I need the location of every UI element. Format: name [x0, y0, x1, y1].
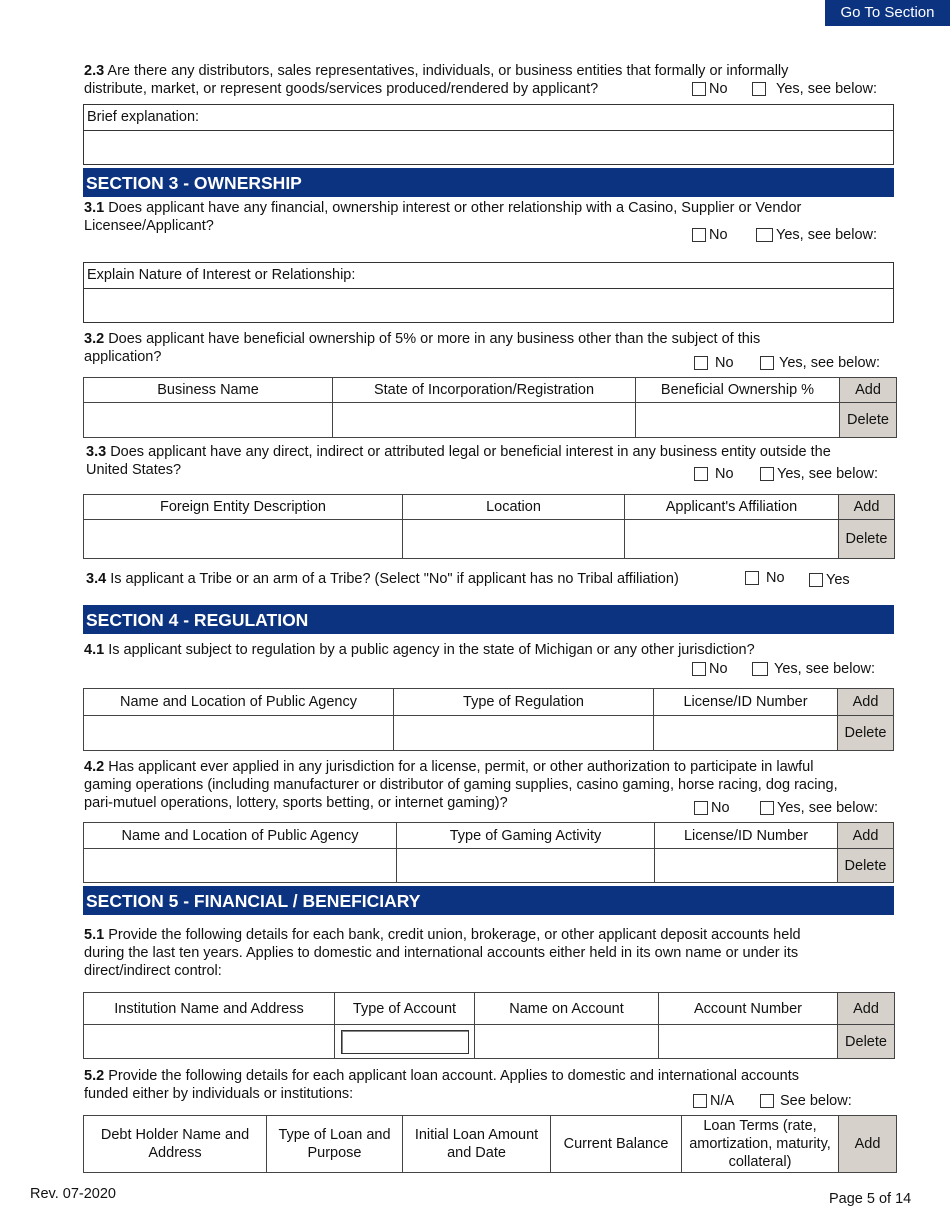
foreign-entity-cell[interactable] — [84, 520, 403, 559]
checkbox-label: No — [711, 800, 730, 816]
column-header: Type of Account — [335, 993, 475, 1025]
state-cell[interactable] — [333, 403, 636, 438]
table-header-row — [84, 823, 894, 849]
question-text-line1: Does applicant have beneficial ownership of 5% or more in any business other than the subject of this — [108, 331, 761, 347]
checkbox-label: Yes, see below: — [776, 227, 878, 243]
go-to-section-button[interactable]: Go To Section — [825, 0, 950, 26]
question-number: 4.2 — [84, 759, 105, 775]
q3-1-no-checkbox[interactable] — [692, 227, 728, 243]
table-row — [84, 716, 894, 751]
add-row-button[interactable]: Add — [839, 1116, 897, 1173]
checkbox-label: No — [715, 355, 734, 371]
question-number: 3.1 — [84, 200, 105, 216]
question-number: 4.1 — [84, 642, 105, 658]
question-3-4 — [86, 570, 736, 588]
loan-accounts-table — [83, 1115, 897, 1173]
nature-of-interest-label: Explain Nature of Interest or Relationship: — [84, 263, 893, 289]
table-header-row — [84, 689, 894, 716]
question-text-line2: during the last ten years. Applies to domestic and international accounts either held in its own name or under its — [84, 945, 799, 961]
delete-row-button[interactable]: Delete — [838, 849, 894, 883]
checkbox-box[interactable] — [752, 82, 766, 96]
checkbox-box[interactable] — [760, 1094, 774, 1108]
section-5-header: SECTION 5 - FINANCIAL / BENEFICIARY — [83, 886, 894, 915]
checkbox-label: Yes, see below: — [776, 81, 878, 97]
checkbox-label: See below: — [780, 1093, 852, 1109]
checkbox-box[interactable] — [760, 467, 774, 481]
institution-cell[interactable] — [84, 1025, 335, 1059]
account-number-cell[interactable] — [659, 1025, 838, 1059]
add-row-button[interactable]: Add — [840, 378, 897, 403]
column-header: Current Balance — [551, 1116, 682, 1173]
question-number: 3.3 — [86, 444, 107, 460]
location-cell[interactable] — [403, 520, 625, 559]
business-name-cell[interactable] — [84, 403, 333, 438]
checkbox-label: No — [709, 81, 728, 97]
checkbox-box[interactable] — [693, 1094, 707, 1108]
affiliation-cell[interactable] — [625, 520, 839, 559]
checkbox-label: No — [709, 661, 728, 677]
question-text-line3: direct/indirect control: — [84, 963, 222, 979]
question-number: 3.4 — [86, 571, 107, 587]
checkbox-label: No — [715, 466, 734, 482]
checkbox-label: Yes, see below: — [777, 466, 879, 482]
foreign-entity-table — [83, 494, 895, 559]
checkbox-label: No — [709, 227, 728, 243]
regulation-table — [83, 688, 894, 751]
question-text-line3: pari-mutuel operations, lottery, sports betting, or internet gaming)? — [84, 795, 508, 811]
delete-row-button[interactable]: Delete — [839, 520, 895, 559]
checkbox-box[interactable] — [760, 801, 774, 815]
checkbox-label: N/A — [710, 1093, 735, 1109]
q4-1-no-checkbox[interactable] — [692, 661, 728, 677]
question-number: 2.3 — [84, 63, 105, 79]
regulation-type-cell[interactable] — [394, 716, 654, 751]
delete-row-button[interactable]: Delete — [838, 716, 894, 751]
column-header: Name and Location of Public Agency — [84, 823, 397, 849]
checkbox-box[interactable] — [760, 356, 774, 370]
column-header: Name and Location of Public Agency — [84, 689, 394, 716]
q5-2-see-below-checkbox[interactable] — [760, 1093, 852, 1109]
question-text-line1: Provide the following details for each applicant loan account. Applies to domestic and international accounts — [108, 1068, 799, 1084]
question-text: Is applicant subject to regulation by a public agency in the state of Michigan or any other jurisdiction? — [108, 642, 755, 658]
section-4-header: SECTION 4 - REGULATION — [83, 605, 894, 634]
table-row — [84, 520, 895, 559]
page-number: Page 5 of 14 — [829, 1191, 912, 1207]
q3-3-no-checkbox[interactable] — [694, 466, 734, 482]
question-text-line1: Has applicant ever applied in any jurisdiction for a license, permit, or other authorization to participate in lawful — [108, 759, 814, 775]
add-row-button[interactable]: Add — [838, 689, 894, 716]
checkbox-box[interactable] — [745, 571, 759, 585]
column-header: Loan Terms (rate, amortization, maturity, collateral) — [682, 1116, 839, 1173]
table-row — [84, 849, 894, 883]
q3-3-yes-checkbox[interactable] — [760, 466, 878, 482]
checkbox-box[interactable] — [809, 573, 823, 587]
question-text-line1: Does applicant have any direct, indirect or attributed legal or beneficial interest in any business entity outside the — [110, 444, 831, 460]
brief-explanation-label: Brief explanation: — [84, 105, 893, 131]
business-ownership-table — [83, 377, 897, 438]
gaming-activity-cell[interactable] — [397, 849, 655, 883]
checkbox-box[interactable] — [694, 467, 708, 481]
nature-of-interest-field[interactable] — [83, 262, 894, 323]
question-number: 5.2 — [84, 1068, 105, 1084]
question-text-line2: application? — [84, 349, 162, 365]
agency-cell[interactable] — [84, 716, 394, 751]
column-header: Type of Regulation — [394, 689, 654, 716]
column-header: Foreign Entity Description — [84, 495, 403, 520]
question-text-line2: funded either by individuals or institutions: — [84, 1086, 354, 1102]
question-text: Is applicant a Tribe or an arm of a Tribe? (Select "No" if applicant has no Tribal affiliation) — [110, 571, 679, 587]
question-number: 5.1 — [84, 927, 105, 943]
q3-4-no-checkbox[interactable] — [745, 570, 785, 586]
q3-1-yes-checkbox[interactable] — [756, 227, 877, 243]
checkbox-label: Yes, see below: — [774, 661, 876, 677]
q5-2-na-checkbox[interactable] — [693, 1093, 734, 1109]
column-header: Type of Loan and Purpose — [267, 1116, 403, 1173]
q4-1-yes-checkbox[interactable] — [752, 661, 875, 677]
delete-row-button[interactable]: Delete — [840, 403, 897, 438]
license-id-cell[interactable] — [655, 849, 838, 883]
q2-3-no-checkbox[interactable] — [692, 81, 728, 97]
question-5-1 — [84, 926, 894, 980]
column-header: License/ID Number — [655, 823, 838, 849]
question-text-line2: United States? — [86, 462, 182, 478]
question-text-line1: Provide the following details for each bank, credit union, brokerage, or other applicant deposit accounts held — [108, 927, 801, 943]
add-row-button[interactable]: Add — [839, 495, 895, 520]
account-type-input[interactable] — [341, 1030, 469, 1054]
question-text-line2: Licensee/Applicant? — [84, 218, 214, 234]
column-header: Type of Gaming Activity — [397, 823, 655, 849]
checkbox-label: Yes, see below: — [777, 800, 879, 816]
table-row — [84, 403, 897, 438]
revision-label: Rev. 07-2020 — [30, 1186, 116, 1202]
column-header: License/ID Number — [654, 689, 838, 716]
column-header: Location — [403, 495, 625, 520]
question-text-line1: Does applicant have any financial, ownership interest or other relationship with a Casino, Supplier or Vendor — [108, 200, 802, 216]
column-header: Initial Loan Amount and Date — [403, 1116, 551, 1173]
q3-2-yes-checkbox[interactable] — [760, 355, 880, 371]
question-4-1 — [84, 641, 894, 659]
column-header: Account Number — [659, 993, 838, 1025]
table-header-row — [84, 1116, 897, 1173]
checkbox-box[interactable] — [692, 662, 706, 676]
section-3-header: SECTION 3 - OWNERSHIP — [83, 168, 894, 197]
add-row-button[interactable]: Add — [838, 823, 894, 849]
license-id-cell[interactable] — [654, 716, 838, 751]
name-on-account-cell[interactable] — [475, 1025, 659, 1059]
q2-3-yes-checkbox[interactable] — [752, 81, 877, 97]
table-header-row — [84, 495, 895, 520]
question-number: 3.2 — [84, 331, 105, 347]
add-row-button[interactable]: Add — [838, 993, 895, 1025]
column-header: Beneficial Ownership % — [636, 378, 840, 403]
q4-2-no-checkbox[interactable] — [694, 800, 730, 816]
deposit-accounts-table — [83, 992, 895, 1059]
table-row — [84, 1025, 895, 1059]
table-header-row — [84, 993, 895, 1025]
question-text-line2: distribute, market, or represent goods/services produced/rendered by applicant? — [84, 81, 599, 97]
q3-4-yes-checkbox[interactable] — [809, 572, 850, 588]
delete-row-button[interactable]: Delete — [838, 1025, 895, 1059]
brief-explanation-field[interactable] — [83, 104, 894, 165]
q3-2-no-checkbox[interactable] — [694, 355, 734, 371]
column-header: Institution Name and Address — [84, 993, 335, 1025]
column-header: State of Incorporation/Registration — [333, 378, 636, 403]
checkbox-box[interactable] — [752, 662, 768, 676]
column-header: Debt Holder Name and Address — [84, 1116, 267, 1173]
checkbox-box[interactable] — [694, 356, 708, 370]
question-text-line2: gaming operations (including manufacturer or distributor of gaming supplies, casino gaming, horse racing, dog racing, — [84, 777, 838, 793]
gaming-application-table — [83, 822, 894, 883]
ownership-percent-cell[interactable] — [636, 403, 840, 438]
table-header-row — [84, 378, 897, 403]
column-header: Business Name — [84, 378, 333, 403]
checkbox-box[interactable] — [756, 228, 773, 242]
agency-cell[interactable] — [84, 849, 397, 883]
account-type-cell — [335, 1025, 475, 1059]
column-header: Applicant's Affiliation — [625, 495, 839, 520]
checkbox-box[interactable] — [692, 82, 706, 96]
checkbox-box[interactable] — [692, 228, 706, 242]
checkbox-label: Yes — [826, 572, 850, 588]
checkbox-box[interactable] — [694, 801, 708, 815]
checkbox-label: Yes, see below: — [779, 355, 881, 371]
column-header: Name on Account — [475, 993, 659, 1025]
q4-2-yes-checkbox[interactable] — [760, 800, 878, 816]
checkbox-label: No — [766, 570, 785, 586]
question-text-line1: Are there any distributors, sales representatives, individuals, or business entities that formally or informally — [107, 63, 789, 79]
